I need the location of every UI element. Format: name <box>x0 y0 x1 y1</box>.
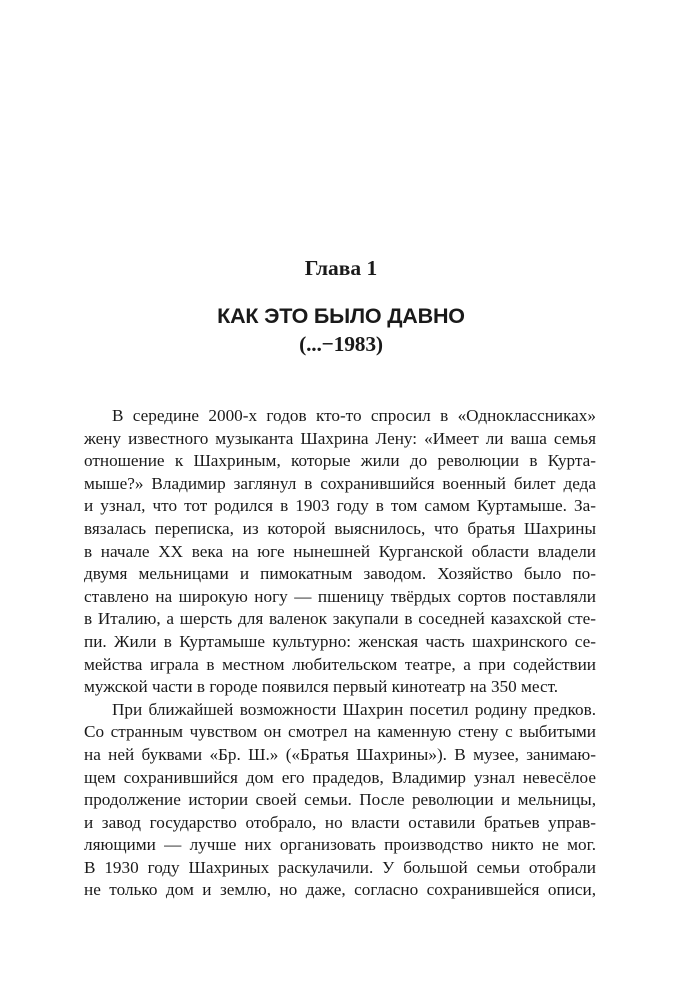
text-line: щем сохранившийся дом его прадедов, Владимир узнал невесёлое <box>84 767 596 787</box>
paragraph-1 <box>84 405 596 699</box>
paragraph-2 <box>84 699 596 902</box>
text-line: и завод государство отобрало, но власти оставили братьев управ- <box>84 812 596 832</box>
text-line: отношение к Шахриным, которые жили до революции в Курта- <box>84 451 596 471</box>
chapter-number: Глава 1 <box>304 256 378 280</box>
text-line: не только дом и землю, но даже, согласно сохранившейся описи, <box>84 880 596 900</box>
text-line: ляющими — лучше них организовать производство никто не мог. <box>84 835 596 855</box>
text-line: вязалась переписка, из которой выяснилось, что братья Шахрины <box>84 518 596 538</box>
text-line: мыше?» Владимир заглянул в сохранившийся военный билет деда <box>84 473 596 493</box>
text-line: в начале XX века на юге нынешней Курганской области владели <box>84 541 596 561</box>
text-line: на ней буквами «Бр. Ш.» («Братья Шахрины»). В музее, занимаю- <box>84 744 596 764</box>
text-line: Со странным чувством он смотрел на каменную стену с выбитыми <box>84 722 596 742</box>
text-line: двумя мельницами и пимокатным заводом. Хозяйство было по- <box>84 564 596 584</box>
text-line: жену известного музыканта Шахрина Лену: «Имеет ли ваша семья <box>84 428 596 448</box>
chapter-title <box>0 302 682 358</box>
text-line: мужской части в городе появился первый кинотеатр на 350 мест. <box>84 677 559 697</box>
text-line: В 1930 году Шахриных раскулачили. У большой семьи отобрали <box>84 857 596 877</box>
chapter-years: (...−1983) <box>299 332 383 356</box>
text-line: пи. Жили в Куртамыше культурно: женская часть шахринского се- <box>84 631 596 651</box>
text-line: продолжение истории своей семьи. После революции и мельницы, <box>84 790 596 810</box>
text-line: в Италию, а шерсть для валенок закупали в соседней казахской сте- <box>84 609 596 629</box>
body-text <box>84 405 596 902</box>
text-line: В середине 2000-х годов кто-то спросил в «Одноклассниках» <box>112 406 596 425</box>
text-line: ставлено на широкую ногу — пшеницу твёрдых сортов поставляли <box>84 586 596 606</box>
chapter-title-text: КАК ЭТО БЫЛО ДАВНО <box>217 304 465 328</box>
text-line: мейства играла в местном любительском театре, а при содействии <box>84 654 596 674</box>
text-line: При ближайшей возможности Шахрин посетил родину предков. <box>112 699 596 719</box>
text-line: и узнал, что тот родился в 1903 году в том самом Куртамыше. За- <box>84 496 596 516</box>
